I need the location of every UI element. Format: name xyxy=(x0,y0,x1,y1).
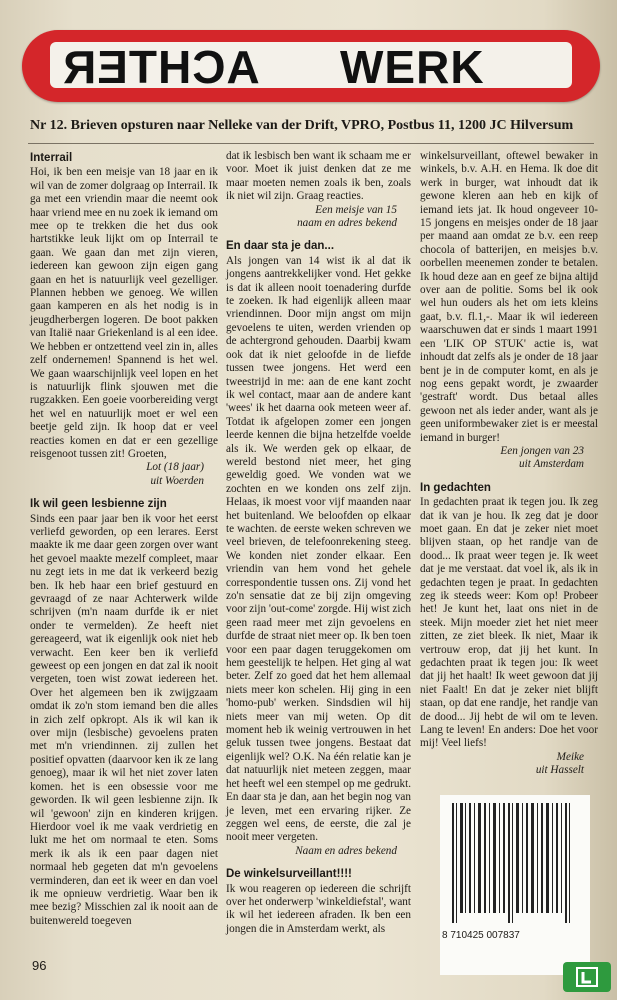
masthead-divider xyxy=(28,143,594,144)
signature-lesbienne-place: naam en adres bekend xyxy=(297,217,397,230)
letter-body-interrail: Hoi, ik ben een meisje van 18 jaar en ik wil van de zomer dolgraag op Interrail. Ik ga met een vriendin maar die neemt ook haar vriend mee en nu zoek ik iemand om mee op te trekken die het dus ook hartstikke leuk lijkt om op Interrail te gaan. We gaan dan met zijn vieren, iedereen kan gewoon zijn eigen gang gaan en het is natuurlijk veel gezelliger. Plannen hebben we genoeg. We willen gaan kamperen en als het nodig is in jeugdherbergen logeren. De boot pakken van Italië naar Griekenland is al een idee. We hebben er ontzettend veel zin in, alles zelf ondernemen! Spannend is het wel. We gaan waarschijnlijk veel lopen en het is natuurlijk flink sjouwen met die rugzakken. Een goeie voorbereiding vergt het wel en natuurlijk moet er wel een beetje geld zijn. Ik hoop dat er veel reacties komen en dat er een gezellige reisgenoot tussen zit! Groeten, xyxy=(30,166,218,460)
letter-body-winkel-part2: winkelsurveillant, oftewel bewaker in winkels, b.v. A.H. en Hema. Ik doe dit werk in burger, wat inhoudt dat ik gewone kleren aan heb en kijk of iemand iets jat. Ik houd ongeveer 10-15 jongens en meisjes onder de 18 jaar per maand aan omdat ze b.v. een reep chocola of batterijen, en meisjes b.v. oorbellen meenemen zonder te betalen. Ik houd deze aan en geef ze bijna altijd over aan de politie. Soms bel ik ook wel hun ouders als het om iets kleins gaat, b.v. fl.1,-. Maar ik wil iedereen waarschuwen dat er sinds 1 maart 1991 een 'LIK OP STUK' actie is, wat inhoudt dat zelfs als je onder de 18 jaar bent je in de computer komt, en als je nog eens gepakt wordt, je zwaarder 'gestraft' wordt. Dus betaal alles gewoon net als ieder ander, want als je geen uniformbewaker ziet is er meestal iemand in burger! xyxy=(420,150,598,444)
sticker-l-icon xyxy=(575,966,599,988)
signature-gedachten-place: uit Hasselt xyxy=(535,764,584,777)
signature-interrail-name: Lot (18 jaar) xyxy=(146,461,204,474)
letter-title-daarsta: En daar sta je dan... xyxy=(226,240,335,253)
column-3 xyxy=(420,150,598,777)
letter-body-lesbienne-part1: Sinds een paar jaar ben ik voor het eerst verliefd geworden, op een lerares. Eerst maakte ik me daar geen zorgen over want het gevoel maakte mezelf compleet, maar nu zegt iets in me dat ik verkeerd bezig ben. Ik heb haar een brief gestuurd en gevraagd of ze naar Achterwerk wilde schrijven (m'n naam durfde ik er niet onder te vermelden). Ze heeft niet gereageerd, wat ik eigenlijk ook niet heb verwacht. Een keer ben ik verliefd geweest op een jongen en dat zal ik nooit vergeten, toen wist zowat iedereen het. Over het algemeen ben ik zwijgzaam omdat ik zo'n stom iemand ben die alles in zich zelf opkropt. Als ik wil kan ik over mijn (lesbische) gevoelens praten met m'n vriendinnen. zij zullen het positief opvatten (daarvoor ken ik ze lang genoeg), maar ik wil het niet zover laten komen. het is een obsessie voor me geworden. Ik wil geen lesbienne zijn. Ik wil 'gewoon' zijn en kinderen krijgen. Hierdoor voel ik me vaak verdrietig en lukt me het om normaal te eten. Soms merk ik als ik een paar dagen niet normaal heb gegeten dat m'n gevoelens verminderen, dan eet ik weer en dan voel ik me opnieuw verdrietig. Waar ben ik mee bezig? Misschien zal ik nooit aan de buitenwereld toegeven xyxy=(30,512,218,927)
signature-daarsta: Naam en adres bekend xyxy=(295,844,397,857)
letter-title-lesbienne: Ik wil geen lesbienne zijn xyxy=(30,498,167,511)
banner-logo-area xyxy=(50,41,572,93)
signature-interrail-place: uit Woerden xyxy=(150,474,204,487)
signature-winkel-place: uit Amsterdam xyxy=(519,458,584,471)
letter-title-interrail: Interrail xyxy=(30,152,73,164)
signature-lesbienne-name: Een meisje van 15 xyxy=(315,203,397,216)
barcode-icon xyxy=(448,803,578,923)
page-number: 96 xyxy=(32,958,47,973)
masthead-address: Nr 12. Brieven opsturen naar Nelleke van der Drift, VPRO, Postbus 11, 1200 JC Hilversum xyxy=(30,118,574,133)
column-2 xyxy=(226,150,411,970)
signature-winkel-name: Een jongen van 23 xyxy=(500,444,584,457)
letter-title-gedachten: In gedachten xyxy=(420,481,491,494)
achterwerk-banner xyxy=(22,30,600,102)
letter-body-winkel-part1: Ik wou reageren op iedereen die schrijft over het onderwerp 'winkeldiefstal', want ik wil het iedereen afraden. Ik ben een jongen die in Amsterdam werkt, als xyxy=(226,882,411,935)
letter-body-lesbienne-part2: dat ik lesbisch ben want ik schaam me er voor. Moet ik juist denken dat ze me maar moeten nemen zoals ik ben, zoals ik niet wil zijn. Graag reacties. xyxy=(226,150,411,203)
letter-body-gedachten: In gedachten praat ik tegen jou. Ik zeg dat ik van je hou. Ik zeg dat je door moet gaan. En dat je zeker niet moet blijven staan, op het randje van de dood... Ik praat weer tegen je. Ik weet dat je me verstaat. dat voel ik, als ik in gedachten tegen je praat. In gedachten zeg ik steeds weer: Kom op! Probeer het! Je kunt het, laat ons niet in de steek. Mijn moeder ziet het niet meer zitten, ze ziet bleek. Ik niet, Maar ik vertrouw erop, dat jij het kunt. In gedachten praat ik tegen jou: Ik weet dat jij het haalt! Ik weet gewoon dat jij niet Faalt! En dat je zeker niet blijft staan, op dat ene randje, het randje van de dood... Jij hebt de wil om te leven. Lang te leven! En anders: Doe het voor mij! Veel liefs! xyxy=(420,496,598,750)
barcode-number: 8 710425 007837 xyxy=(442,930,520,941)
barcode-area xyxy=(440,795,590,975)
logo-mirrored-text: ACHTER xyxy=(62,41,260,93)
signature-gedachten-name: Meike xyxy=(556,750,584,763)
logo-werk-text: WERK xyxy=(340,41,485,93)
column-1 xyxy=(30,150,218,978)
letter-title-winkel: De winkelsurveillant!!!! xyxy=(226,868,352,881)
letter-body-daarsta: Als jongen van 14 wist ik al dat ik jongens aantrekkelijker vond. Het gekke is dat ik alleen nooit toenadering durfde te zoeken. Ik had eigenlijk alleen maar vriendinnen. Door mijn angst om mijn gevoelens te uiten, werden vrienden op de achtergrond gehouden. Daarbij kwam ook dat ik niet geloofde in de liefde tussen twee jongens. Het werd een tweestrijd in me: aan de ene kant zocht ik wel contact, maar aan de andere kant 'wees' ik het daarna ook meteen weer af. Totdat ik afgelopen zomer een jongen leerde kennen die bijna hetzelfde voelde als ik. We werden gek op elkaar, de wereld bestond niet meer, het ging geweldig goed. We vonden wat we zochten en we konden ons zelf zijn. Helaas, ik moest voor vijf maanden naar het buitenland. We beloofden op elkaar te wachten. de eerste weken schreven we veel brieven, de telefoonrekening steeg. We konden niet zonder elkaar. Een vriendin van hem vond het gehele correspondentie tussen ons. Zij vond het zo'n sensatie dat ze bij zijn omgeving voor zijn 'out-come' zorgde. Hij wist zich geen raad meer met zijn gevoelens en durfde de straat niet meer op. Ik ben toen voor een paar dagen teruggekomen om hem geestelijk te helpen. Het ging al wat beter. Zelf zo goed dat het hem allemaal niets meer kon schelen. Hij ging in een 'homo-pub' werken. Sindsdien wil hij niets meer van mij weten. Op dit moment heb ik weinig vertrouwen in het geluk tussen twee jongens. Bestaat dat eigenlijk wel? O.K. Na één relatie kan je dat natuurlijk niet meteen zeggen, maar het heeft wel een stempel op me gedrukt. En daar sta je dan, aan het begin nog van je leven, met een ervaring rijker. Ze zeggen wel eens, de eerste, die zal je nooit meer vergeten. xyxy=(226,254,411,844)
